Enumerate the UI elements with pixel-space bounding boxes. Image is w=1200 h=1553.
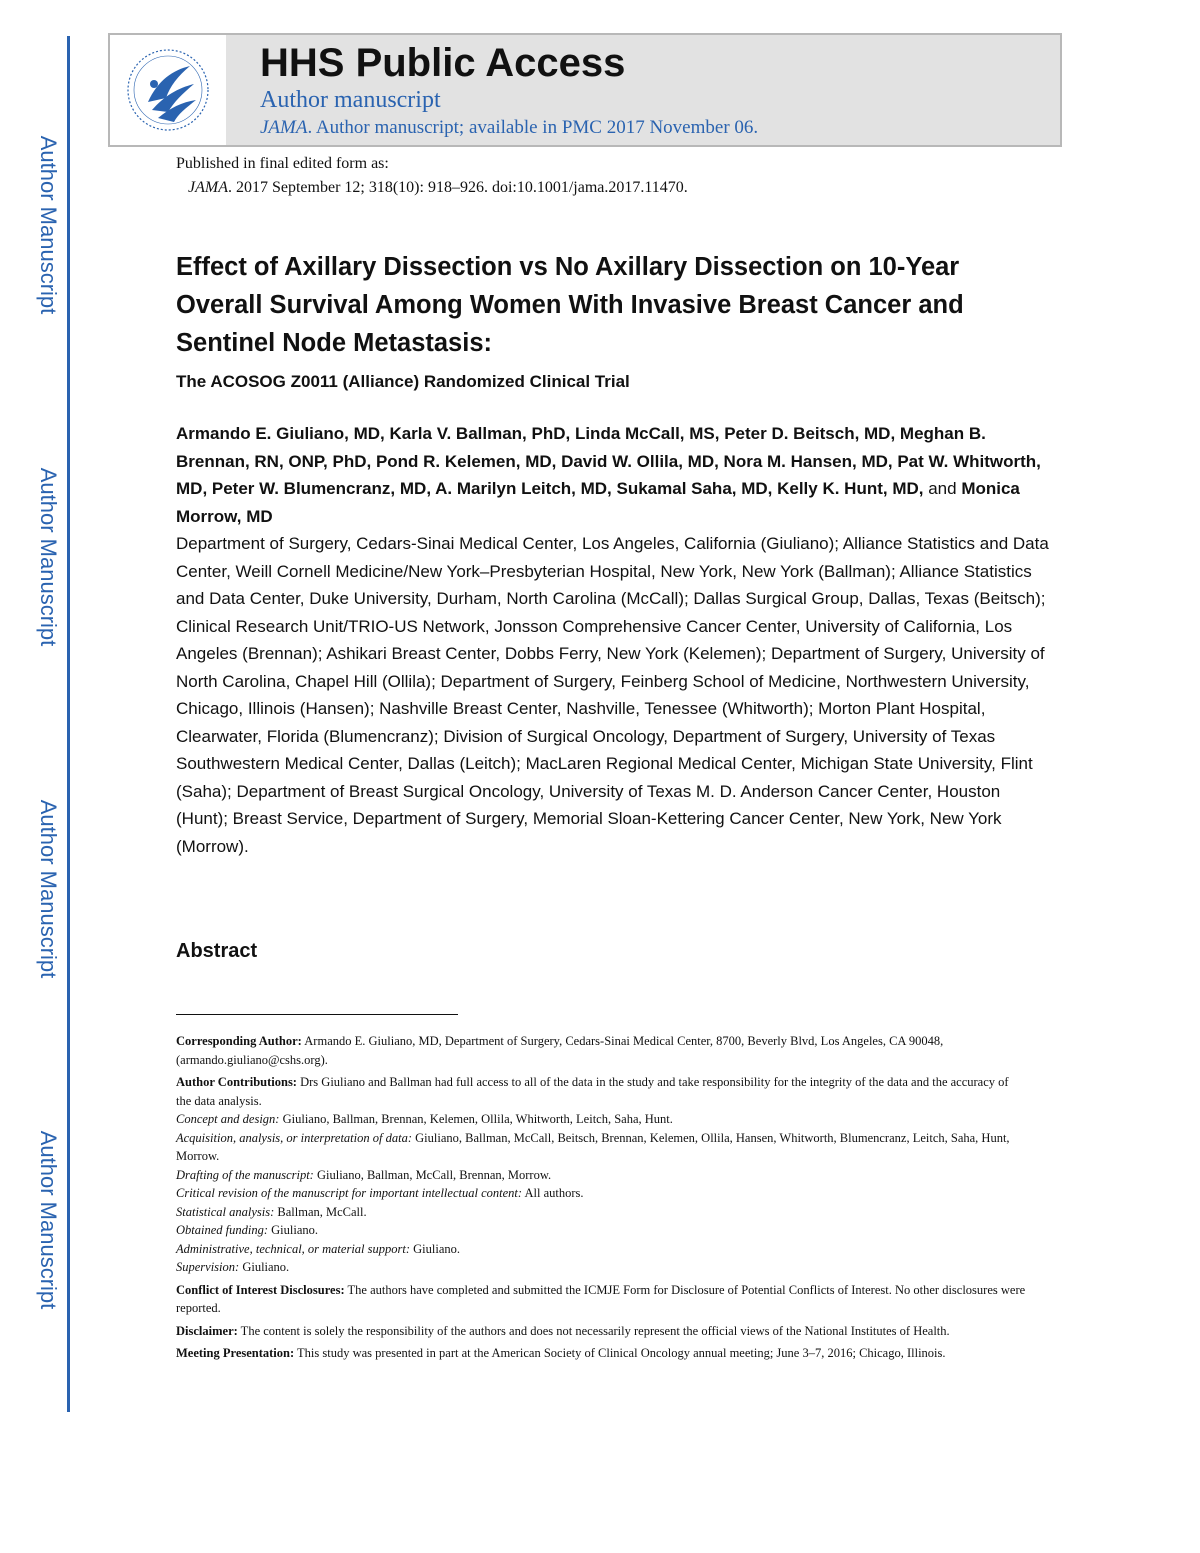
author-list: Armando E. Giuliano, MD, Karla V. Ballman, PhD, Linda McCall, MS, Peter D. Beitsch, MD, Meghan B. Brennan, RN, ONP, PhD, Pond R. Kelemen, MD, David W. Ollila, MD, Nora M. Hansen, MD, Pat W. Whitworth, MD, Peter W. Blumencranz, MD, A. Marilyn Leitch, MD, Sukamal Saha, MD, Kelly K. Hunt, MD, and Monica Morrow, MD [176,424,1041,526]
footnote-role: Drafting of the manuscript: Giuliano, Ballman, McCall, Brennan, Morrow. [176,1167,552,1182]
abstract-heading: Abstract [176,940,258,962]
affiliations: Department of Surgery, Cedars-Sinai Medical Center, Los Angeles, California (Giuliano); Alliance Statistics and Data Center, Weill Cornell Medicine/New York–Presbyterian Hospital, New York, New York (Ballman); Alliance Statistics and Data Center, Duke University, Durham, North Carolina (McCall); Dallas Surgical Group, Dallas, Texas (Beitsch); Clinical Research Unit/TRIO-US Network, Jonsson Comprehensive Cancer Center, University of California, Los Angeles (Brennan); Ashikari Breast Center, Dobbs Ferry, New York (Kelemen); Department of Surgery, University of North Carolina, Chapel Hill (Ollila); Department of Surgery, Feinberg School of Medicine, Northwestern University, Chicago, Illinois (Hansen); Nashville Breast Center, Nashville, Tenessee (Whitworth); Morton Plant Hospital, Clearwater, Florida (Blumencranz); Division of Surgical Oncology, Department of Surgery, University of Texas Southwestern Medical Center, Dallas (Leitch); MacLaren Regional Medical Center, Michigan State University, Flint (Saha); Department of Breast Surgical Oncology, University of Texas M. D. Anderson Cancer Center, Houston (Hunt); Breast Service, Department of Surgery, Memorial Sloan-Kettering Cancer Center, New York, New York (Morrow). [176,534,1049,856]
footnote-role: Statistical analysis: Ballman, McCall. [176,1204,367,1219]
footnote-role: Supervision: Giuliano. [176,1260,290,1274]
footnote-role: Obtained funding: Giuliano. [176,1223,319,1237]
footnote-contributions: Author Contributions: Drs Giuliano and Ballman had full access to all of the data in the study and take responsibility for the integrity of the data and the accuracy of the data analysis. [176,1075,1009,1108]
article-title: Effect of Axillary Dissection vs No Axillary Dissection on 10-Year Overall Survival Among Women With Invasive Breast Cancer and Sentinel Node Metastasis: [176,253,964,357]
footnote-conflict: Conflict of Interest Disclosures: The authors have completed and submitted the ICMJE Form for Disclosure of Potential Conflicts of Interest. No other disclosures were reported. [176,1282,1026,1315]
footnote-role: Administrative, technical, or material support: Giuliano. [176,1241,461,1256]
footnote-role: Critical revision of the manuscript for important intellectual content: All authors. [176,1186,584,1200]
hhs-eagle-logo-icon [110,35,226,145]
footnote-meeting: Meeting Presentation: This study was presented in part at the American Society of Clinical Oncology annual meeting; June 3–7, 2016; Chicago, Illinois. [176,1346,946,1360]
header-subtitle: Author manuscript [260,87,441,113]
published-label: Published in final edited form as: [176,155,389,172]
footnotes [176,1032,1026,1367]
citation: JAMA. 2017 September 12; 318(10): 918–926. doi:10.1001/jama.2017.11470. [188,179,688,196]
footnote-role: Concept and design: Giuliano, Ballman, Brennan, Kelemen, Ollila, Whitworth, Leitch, Saha, Hunt. [176,1112,673,1126]
article-subtitle: The ACOSOG Z0011 (Alliance) Randomized Clinical Trial [176,372,630,391]
footnote-role: Acquisition, analysis, or interpretation of data: Giuliano, Ballman, McCall, Beitsch, Brennan, Kelemen, Ollila, Hansen, Whitworth, Blumencranz, Leitch, Saha, Hunt, Morrow. [176,1130,1010,1163]
hhs-header [108,33,1062,147]
footnote-disclaimer: Disclaimer: The content is solely the responsibility of the authors and does not necessarily represent the official views of the National Institutes of Health. [176,1323,950,1338]
header-availability: JAMA. Author manuscript; available in PMC 2017 November 06. [260,117,759,138]
footnote-rule [176,1014,458,1015]
header-title: HHS Public Access [260,41,626,85]
header-journal: JAMA [260,117,308,138]
footnote-corresponding: Corresponding Author: Armando E. Giuliano, MD, Department of Surgery, Cedars-Sinai Medical Center, 8700, Beverly Blvd, Los Angeles, CA 90048, (armando.giuliano@cshs.org). [176,1034,944,1067]
citation-journal: JAMA [188,179,228,196]
side-rule [67,36,70,1412]
